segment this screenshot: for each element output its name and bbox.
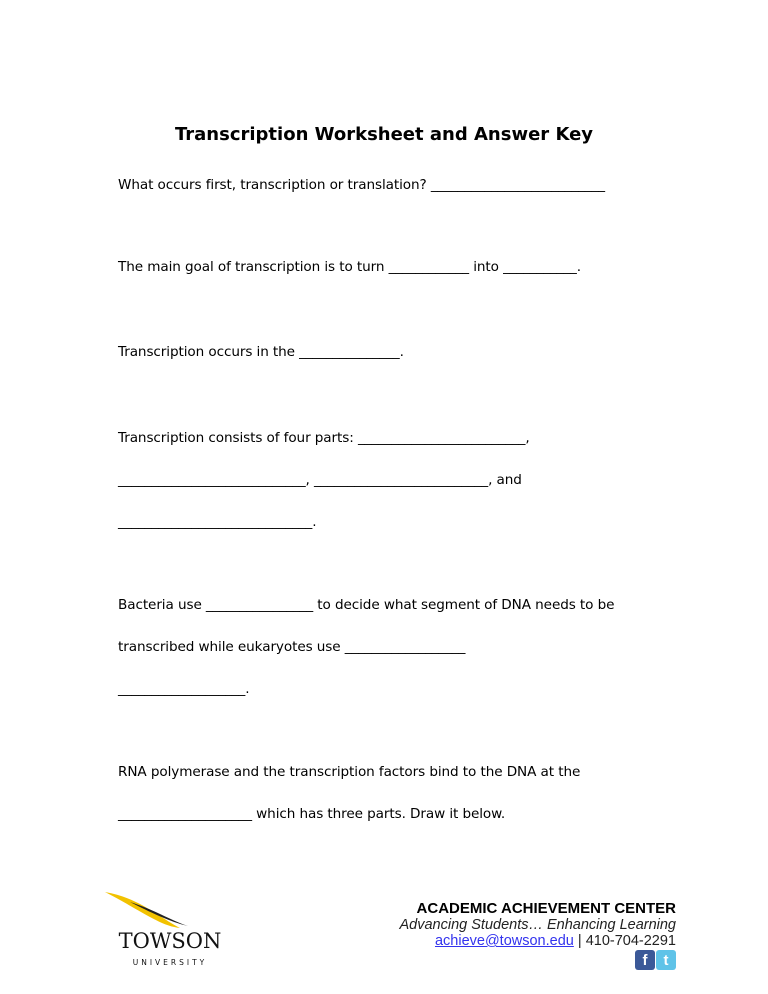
question-line: transcribed while eukaryotes use __________________ <box>118 639 466 655</box>
worksheet-title: Transcription Worksheet and Answer Key <box>174 124 594 145</box>
footer-contact <box>400 900 677 970</box>
center-name: ACADEMIC ACHIEVEMENT CENTER <box>416 900 676 917</box>
question-line: Transcription consists of four parts: _________________________, <box>118 430 530 446</box>
tagline: Advancing Students… Enhancing Learning <box>399 917 676 933</box>
twitter-icon[interactable]: t <box>656 950 676 970</box>
towson-logo <box>100 888 240 968</box>
question-line: ____________________________, __________________________, and <box>118 472 522 488</box>
svg-text:TOWSON: TOWSON <box>118 929 222 953</box>
question-line: Bacteria use ________________ to decide what segment of DNA needs to be <box>118 597 615 613</box>
email-link[interactable]: achieve@towson.edu <box>434 933 574 949</box>
question-line: What occurs first, transcription or translation? __________________________ <box>118 177 605 193</box>
question-line: _____________________________. <box>118 514 317 530</box>
question-line: The main goal of transcription is to turn ____________ into ___________. <box>118 259 581 275</box>
towson-swoosh-icon <box>100 888 240 968</box>
svg-text:UNIVERSITY: UNIVERSITY <box>132 958 208 967</box>
separator: | <box>573 933 586 949</box>
question-line: ___________________. <box>118 681 250 697</box>
question-line: Transcription occurs in the _______________. <box>118 344 404 360</box>
question-line: ____________________ which has three parts. Draw it below. <box>118 806 506 822</box>
question-line: RNA polymerase and the transcription factors bind to the DNA at the <box>118 764 581 780</box>
phone: 410-704-2291 <box>585 933 676 949</box>
facebook-icon[interactable]: f <box>635 950 655 970</box>
